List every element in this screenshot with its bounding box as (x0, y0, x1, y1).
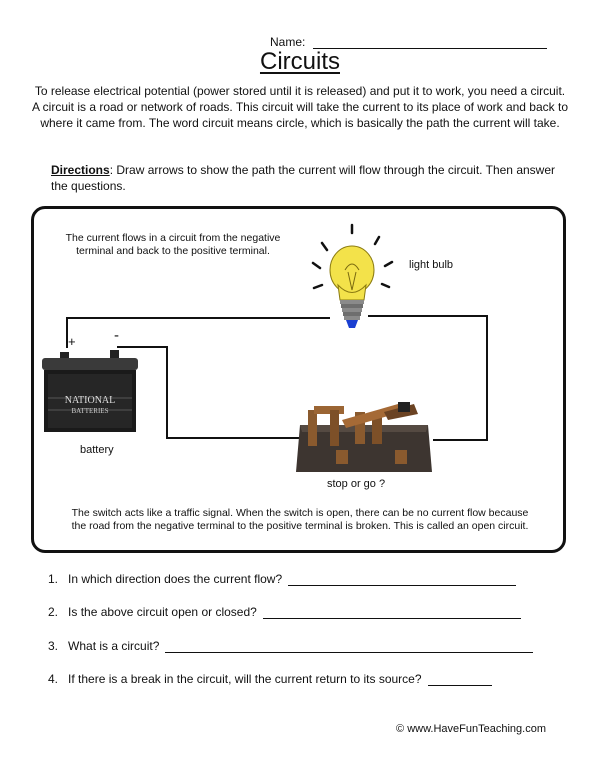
directions-label: Directions (51, 163, 110, 177)
question-text: If there is a break in the circuit, will the current return to its source? (68, 672, 422, 686)
question-text: In which direction does the current flow? (68, 572, 283, 586)
intro-paragraph: To release electrical potential (power stored until it is released) and put it to work, you need a circuit. A circuit is a road or network of roads. This circuit will take the current to its place of work and back to where it came from. The word circuit means circle, which is basically the path the current will take. (31, 84, 568, 130)
battery-label: battery (80, 444, 114, 456)
light-bulb-label: light bulb (409, 259, 454, 271)
question-number: 1. (48, 572, 59, 586)
light-bulb-icon (330, 246, 374, 328)
answer-field-1[interactable] (288, 584, 516, 586)
battery-icon (42, 350, 138, 432)
directions-text: : Draw arrows to show the path the current will flow through the circuit. Then answer the questions. (51, 163, 555, 193)
minus-terminal: - (114, 327, 119, 344)
answer-field-4[interactable] (428, 684, 492, 686)
plus-terminal: + (68, 334, 76, 349)
question-number: 2. (48, 605, 59, 619)
question-text: What is a circuit? (68, 639, 160, 653)
battery-brand: NATIONAL (64, 395, 116, 406)
wire-positive (67, 318, 330, 348)
copyright: © www.HaveFunTeaching.com (396, 723, 546, 735)
answer-field-2[interactable] (263, 617, 521, 619)
switch-label: stop or go ? (327, 478, 386, 490)
switch-icon (296, 402, 432, 472)
battery-sub: BATTERIES (71, 407, 109, 415)
wire-bulb-right (368, 316, 487, 440)
question-4 (48, 672, 492, 686)
question-1 (48, 572, 516, 586)
question-2 (48, 605, 521, 619)
page-title: Circuits (259, 48, 340, 75)
answer-field-3[interactable] (165, 651, 533, 653)
flow-note: The current flows in a circuit from the negative terminal and back to the positive terminal. (65, 232, 281, 257)
question-number: 4. (48, 672, 59, 686)
switch-note: The switch acts like a traffic signal. When the switch is open, there can be no current flow because the road from the negative terminal to the positive terminal is broken. This is called an open circuit. (71, 507, 529, 532)
question-number: 3. (48, 639, 59, 653)
question-text: Is the above circuit open or closed? (68, 605, 257, 619)
name-label: Name: (270, 35, 306, 49)
question-3 (48, 639, 533, 653)
wire-negative (117, 347, 300, 438)
